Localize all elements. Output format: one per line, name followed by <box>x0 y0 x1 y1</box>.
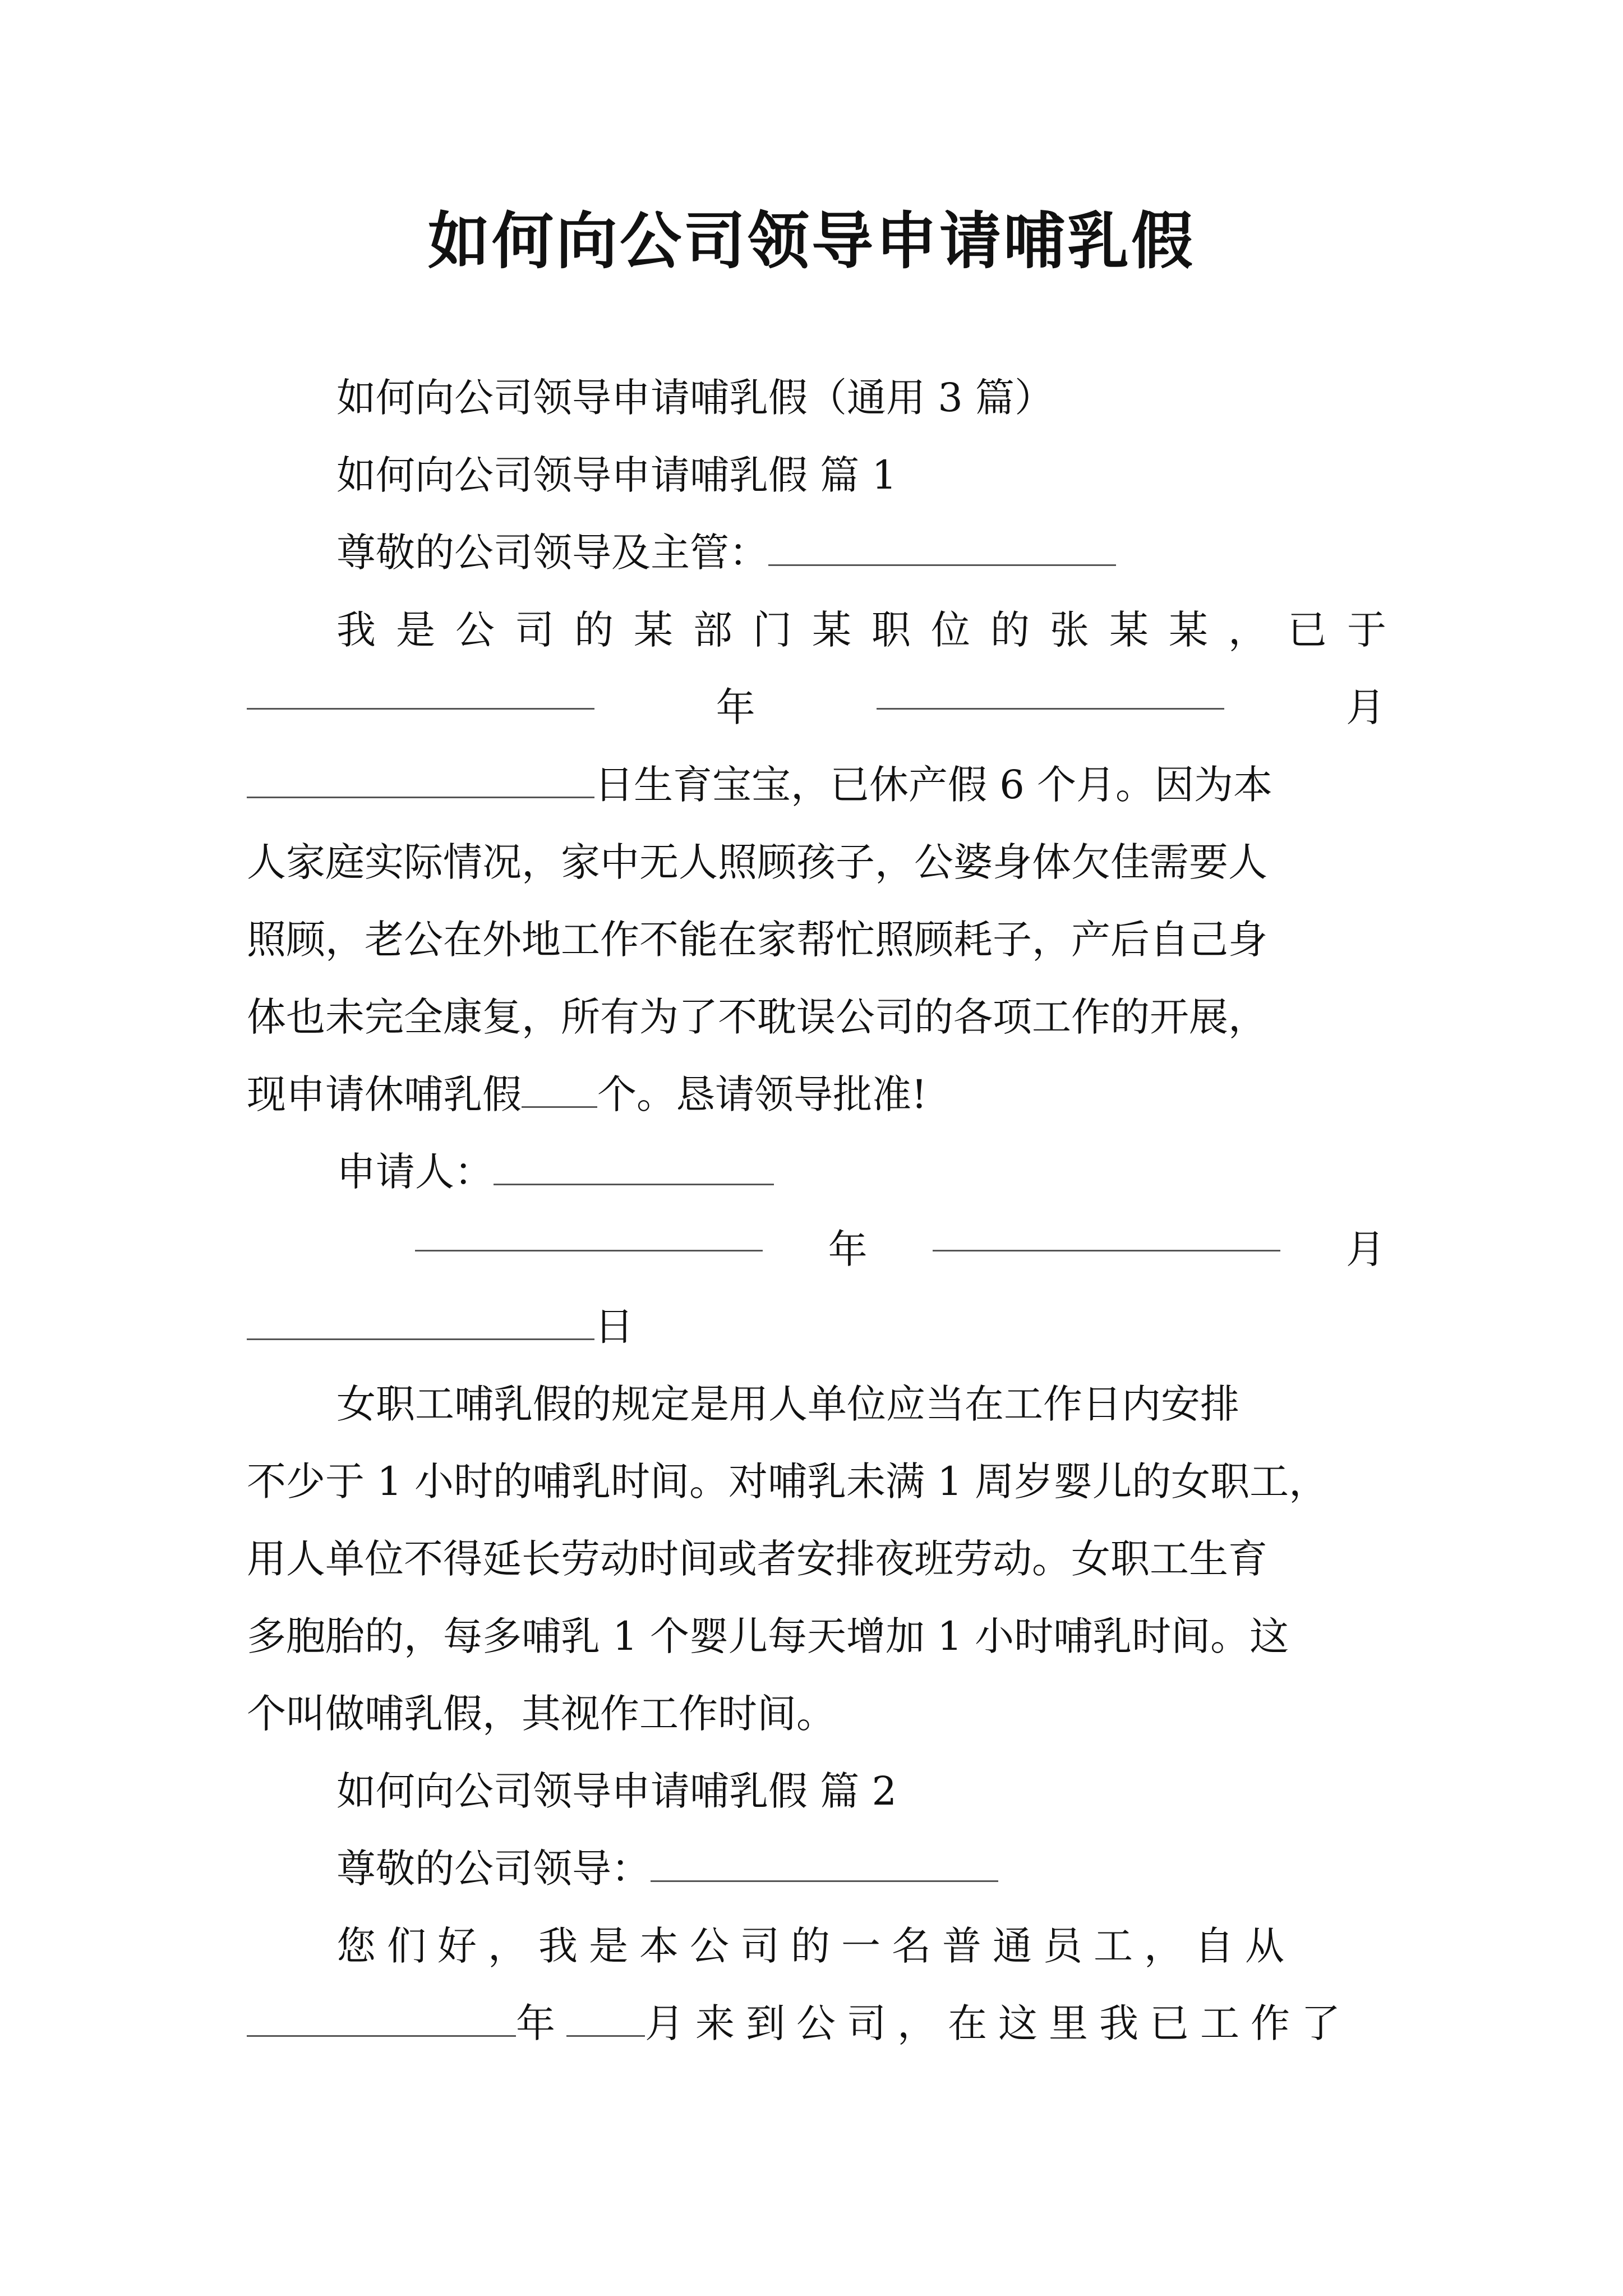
paragraph-1-line-7 <box>247 1056 1385 1133</box>
blank-field <box>247 1996 516 2037</box>
rule-line-3: 用人单位不得延长劳动时间或者安排夜班劳动。女职工生育 <box>247 1536 1267 1582</box>
blank-field <box>415 1211 763 1251</box>
paragraph-1-line-3 <box>247 746 1385 823</box>
paragraph-2-line-2 <box>247 1985 1385 2062</box>
paragraph-1-line-5: 照顾，老公在外地工作不能在家帮忙照顾耗子，产后自己身 <box>247 917 1267 963</box>
document-title: 如何向公司领导申请哺乳假 <box>428 205 1195 277</box>
paragraph-1-line-7-a: 现申请休哺乳假 <box>247 1071 522 1117</box>
blank-field <box>247 1299 594 1340</box>
blank-field <box>247 669 594 710</box>
blank-field <box>247 757 594 798</box>
rule-line-2: 不少于 1 小时的哺乳时间。对哺乳未满 1 周岁婴儿的女职工， <box>247 1458 1329 1504</box>
blank-field <box>494 1144 774 1185</box>
blank-field <box>877 669 1224 710</box>
paragraph-2-line-1: 您们好，我是本公司的一名普通员工，自从 <box>336 1923 1295 1969</box>
blank-field <box>768 525 1116 566</box>
paragraph-2-line-2-b: 月来到公司，在这里我已工作了 <box>645 2000 1352 2046</box>
blank-field <box>522 1067 597 1108</box>
rule-line-5: 个叫做哺乳假，其视作工作时间。 <box>247 1691 836 1737</box>
paragraph-1-line-1: 我是公司的某部门某职位的张某某，已于 <box>336 607 1407 653</box>
paragraph-1-line-6: 体也未完全康复，所有为了不耽误公司的各项工作的开展， <box>247 994 1267 1040</box>
rule-line-1: 女职工哺乳假的规定是用人单位应当在工作日内安排 <box>336 1381 1239 1427</box>
date-line-2 <box>247 1211 1385 1288</box>
day-label: 日 <box>594 1304 634 1350</box>
year-label: 年 <box>828 1226 868 1272</box>
part1-heading: 如何向公司领导申请哺乳假 篇 1 <box>336 452 897 498</box>
year-label: 年 <box>716 684 755 730</box>
part2-heading: 如何向公司领导申请哺乳假 篇 2 <box>336 1768 897 1814</box>
paragraph-1-line-4: 人家庭实际情况，家中无人照顾孩子，公婆身体欠佳需要人 <box>247 839 1267 885</box>
rule-line-4: 多胞胎的，每多哺乳 1 个婴儿每天增加 1 小时哺乳时间。这 <box>247 1613 1289 1659</box>
applicant-label: 申请人： <box>336 1149 494 1195</box>
month-label: 月 <box>1345 1226 1385 1272</box>
paragraph-2-line-2-a: 年 <box>516 2000 566 2046</box>
salutation-1-text: 尊敬的公司领导及主管： <box>336 530 768 576</box>
salutation-2-text: 尊敬的公司领导： <box>336 1846 651 1892</box>
applicant-line <box>247 1133 1385 1211</box>
blank-field <box>566 1996 645 2037</box>
paragraph-1-line-3-text: 日生育宝宝，已休产假 6 个月。因为本 <box>594 762 1273 808</box>
month-label: 月 <box>1345 684 1385 730</box>
salutation-2 <box>247 1830 1385 1907</box>
subtitle: 如何向公司领导申请哺乳假（通用 3 篇） <box>336 375 1054 421</box>
salutation-1 <box>247 514 1385 591</box>
blank-field <box>651 1841 998 1882</box>
day-line <box>247 1288 1385 1365</box>
document-body <box>247 359 1407 2062</box>
paragraph-1-line-7-b: 个。恳请领导批准! <box>597 1071 928 1117</box>
date-line-1 <box>247 669 1385 746</box>
blank-field <box>933 1211 1280 1251</box>
